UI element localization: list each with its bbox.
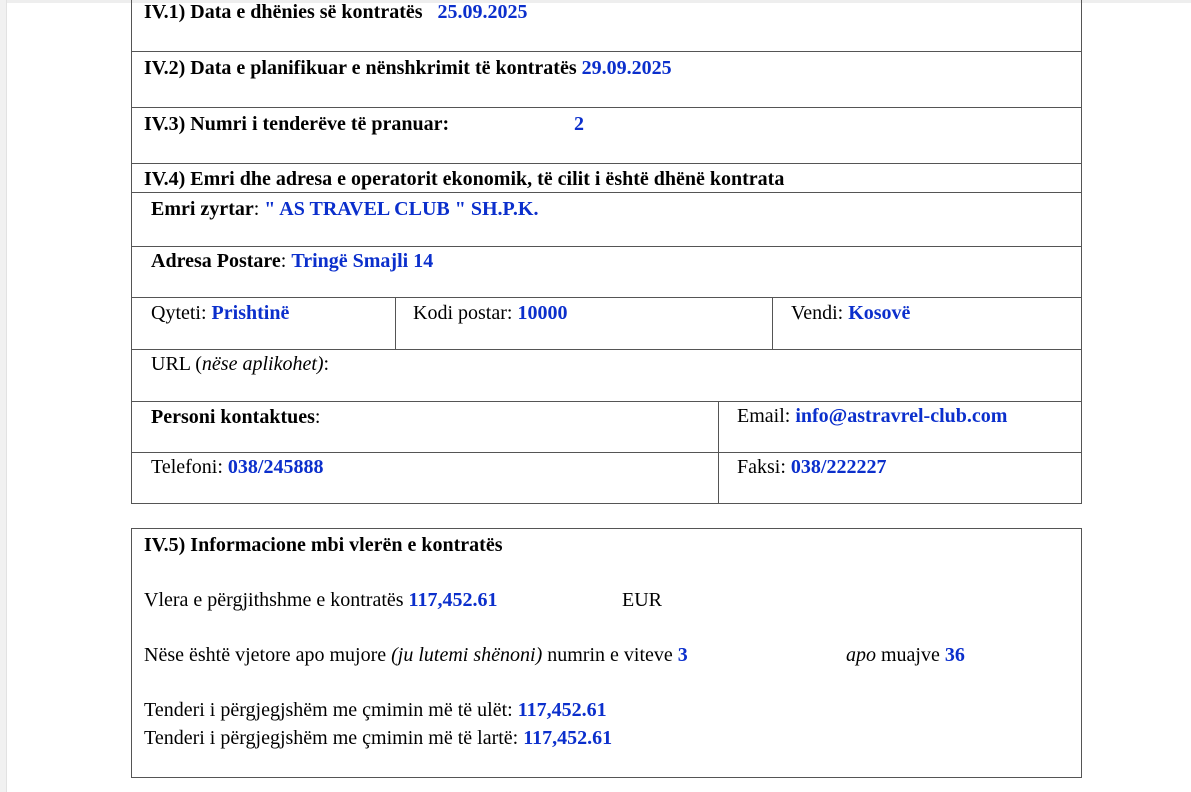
row-divider: [132, 107, 1081, 108]
row-divider: [132, 192, 1081, 193]
months-label: muajve: [881, 644, 940, 666]
duration-row: [144, 643, 688, 667]
column-divider: [718, 401, 719, 504]
fax-value: 038/222227: [790, 456, 887, 478]
tenders-received-value-cell: [574, 112, 584, 136]
signing-date-row: [144, 56, 672, 80]
official-name-row: Emri zyrtar: " AS TRAVEL CLUB " SH.P.K.: [151, 198, 539, 220]
years-label: numrin e viteve: [547, 644, 673, 666]
or-text: apo: [846, 644, 876, 666]
total-value-label: Vlera e përgjithshme e kontratës: [144, 589, 404, 611]
postal-address-label: Adresa Postare: [151, 250, 281, 272]
phone-cell: [151, 455, 323, 479]
postal-code-value: 10000: [517, 302, 568, 324]
award-date-value: 25.09.2025: [437, 1, 528, 23]
duration-hint: (ju lutemi shënoni): [391, 644, 543, 666]
award-date-row: [144, 0, 528, 24]
months-value: 36: [944, 644, 965, 666]
url-row: [151, 352, 329, 376]
tenders-received-label: IV.3) Numri i tenderëve të pranuar:: [144, 113, 450, 135]
row-divider: [132, 51, 1081, 52]
contract-value-box: [131, 528, 1082, 778]
signing-date-label: IV.2) Data e planifikuar e nënshkrimit të kontratës: [144, 57, 577, 79]
highest-price-row: [144, 726, 612, 750]
fax-cell: [737, 455, 886, 479]
contact-person-label: Personi kontaktues: [151, 406, 315, 428]
highest-price-value: 117,452.61: [523, 727, 613, 749]
email-value: info@astravrel-club.com: [795, 405, 1008, 427]
row-divider: [132, 246, 1081, 247]
contract-value-heading: IV.5) Informacione mbi vlerën e kontratës: [144, 534, 503, 556]
total-value-row: [144, 588, 497, 612]
column-divider: [772, 297, 773, 349]
total-value: 117,452.61: [408, 589, 498, 611]
operator-heading: IV.4) Emri dhe adresa e operatorit ekonomik, të cilit i është dhënë kontrata: [144, 168, 785, 190]
currency: EUR: [622, 589, 662, 611]
postal-address-value: Tringë Smajli 14: [291, 250, 434, 272]
url-hint: nëse aplikohet): [201, 353, 324, 375]
phone-value: 038/245888: [227, 456, 324, 478]
country-cell: [791, 301, 910, 325]
award-date-label: IV.1) Data e dhënies së kontratës: [144, 1, 423, 23]
row-divider: [132, 349, 1081, 350]
official-name-label: Emri zyrtar: [151, 198, 254, 220]
column-divider: [395, 297, 396, 349]
url-suffix: :: [323, 353, 330, 375]
highest-price-label: Tenderi i përgjegjshëm me çmimin më të lartë:: [144, 727, 519, 749]
country-label: Vendi:: [791, 302, 844, 324]
contract-award-table: [131, 0, 1082, 504]
postal-address-row: Adresa Postare: Tringë Smajli 14: [151, 250, 434, 272]
fax-label: Faksi:: [737, 456, 786, 478]
city-cell: [151, 301, 289, 325]
lowest-price-label: Tenderi i përgjegjshëm me çmimin më të ulët:: [144, 699, 513, 721]
contact-person-row: [151, 405, 320, 429]
postal-code-label: Kodi postar:: [413, 302, 513, 324]
email-cell: [737, 404, 1007, 428]
tenders-received-value: 2: [574, 113, 584, 135]
duration-text: Nëse është vjetore apo mujore: [144, 644, 387, 666]
signing-date-value: 29.09.2025: [581, 57, 672, 79]
postal-code-cell: [413, 301, 567, 325]
url-label: URL (: [151, 353, 202, 375]
tenders-received-row: [144, 112, 449, 136]
row-divider: [132, 297, 1081, 298]
lowest-price-value: 117,452.61: [517, 699, 607, 721]
country-value: Kosovë: [848, 302, 911, 324]
email-label: Email:: [737, 405, 791, 427]
row-divider: [132, 452, 1081, 453]
row-divider: [132, 401, 1081, 402]
city-value: Prishtinë: [211, 302, 290, 324]
lowest-price-row: [144, 698, 607, 722]
years-value: 3: [677, 644, 688, 666]
contact-person-suffix: :: [314, 406, 321, 428]
months-row: [846, 643, 965, 667]
viewer-left-edge: [0, 0, 7, 792]
row-divider: [132, 163, 1081, 164]
phone-label: Telefoni:: [151, 456, 223, 478]
city-label: Qyteti:: [151, 302, 207, 324]
official-name-value: " AS TRAVEL CLUB " SH.P.K.: [264, 198, 539, 220]
